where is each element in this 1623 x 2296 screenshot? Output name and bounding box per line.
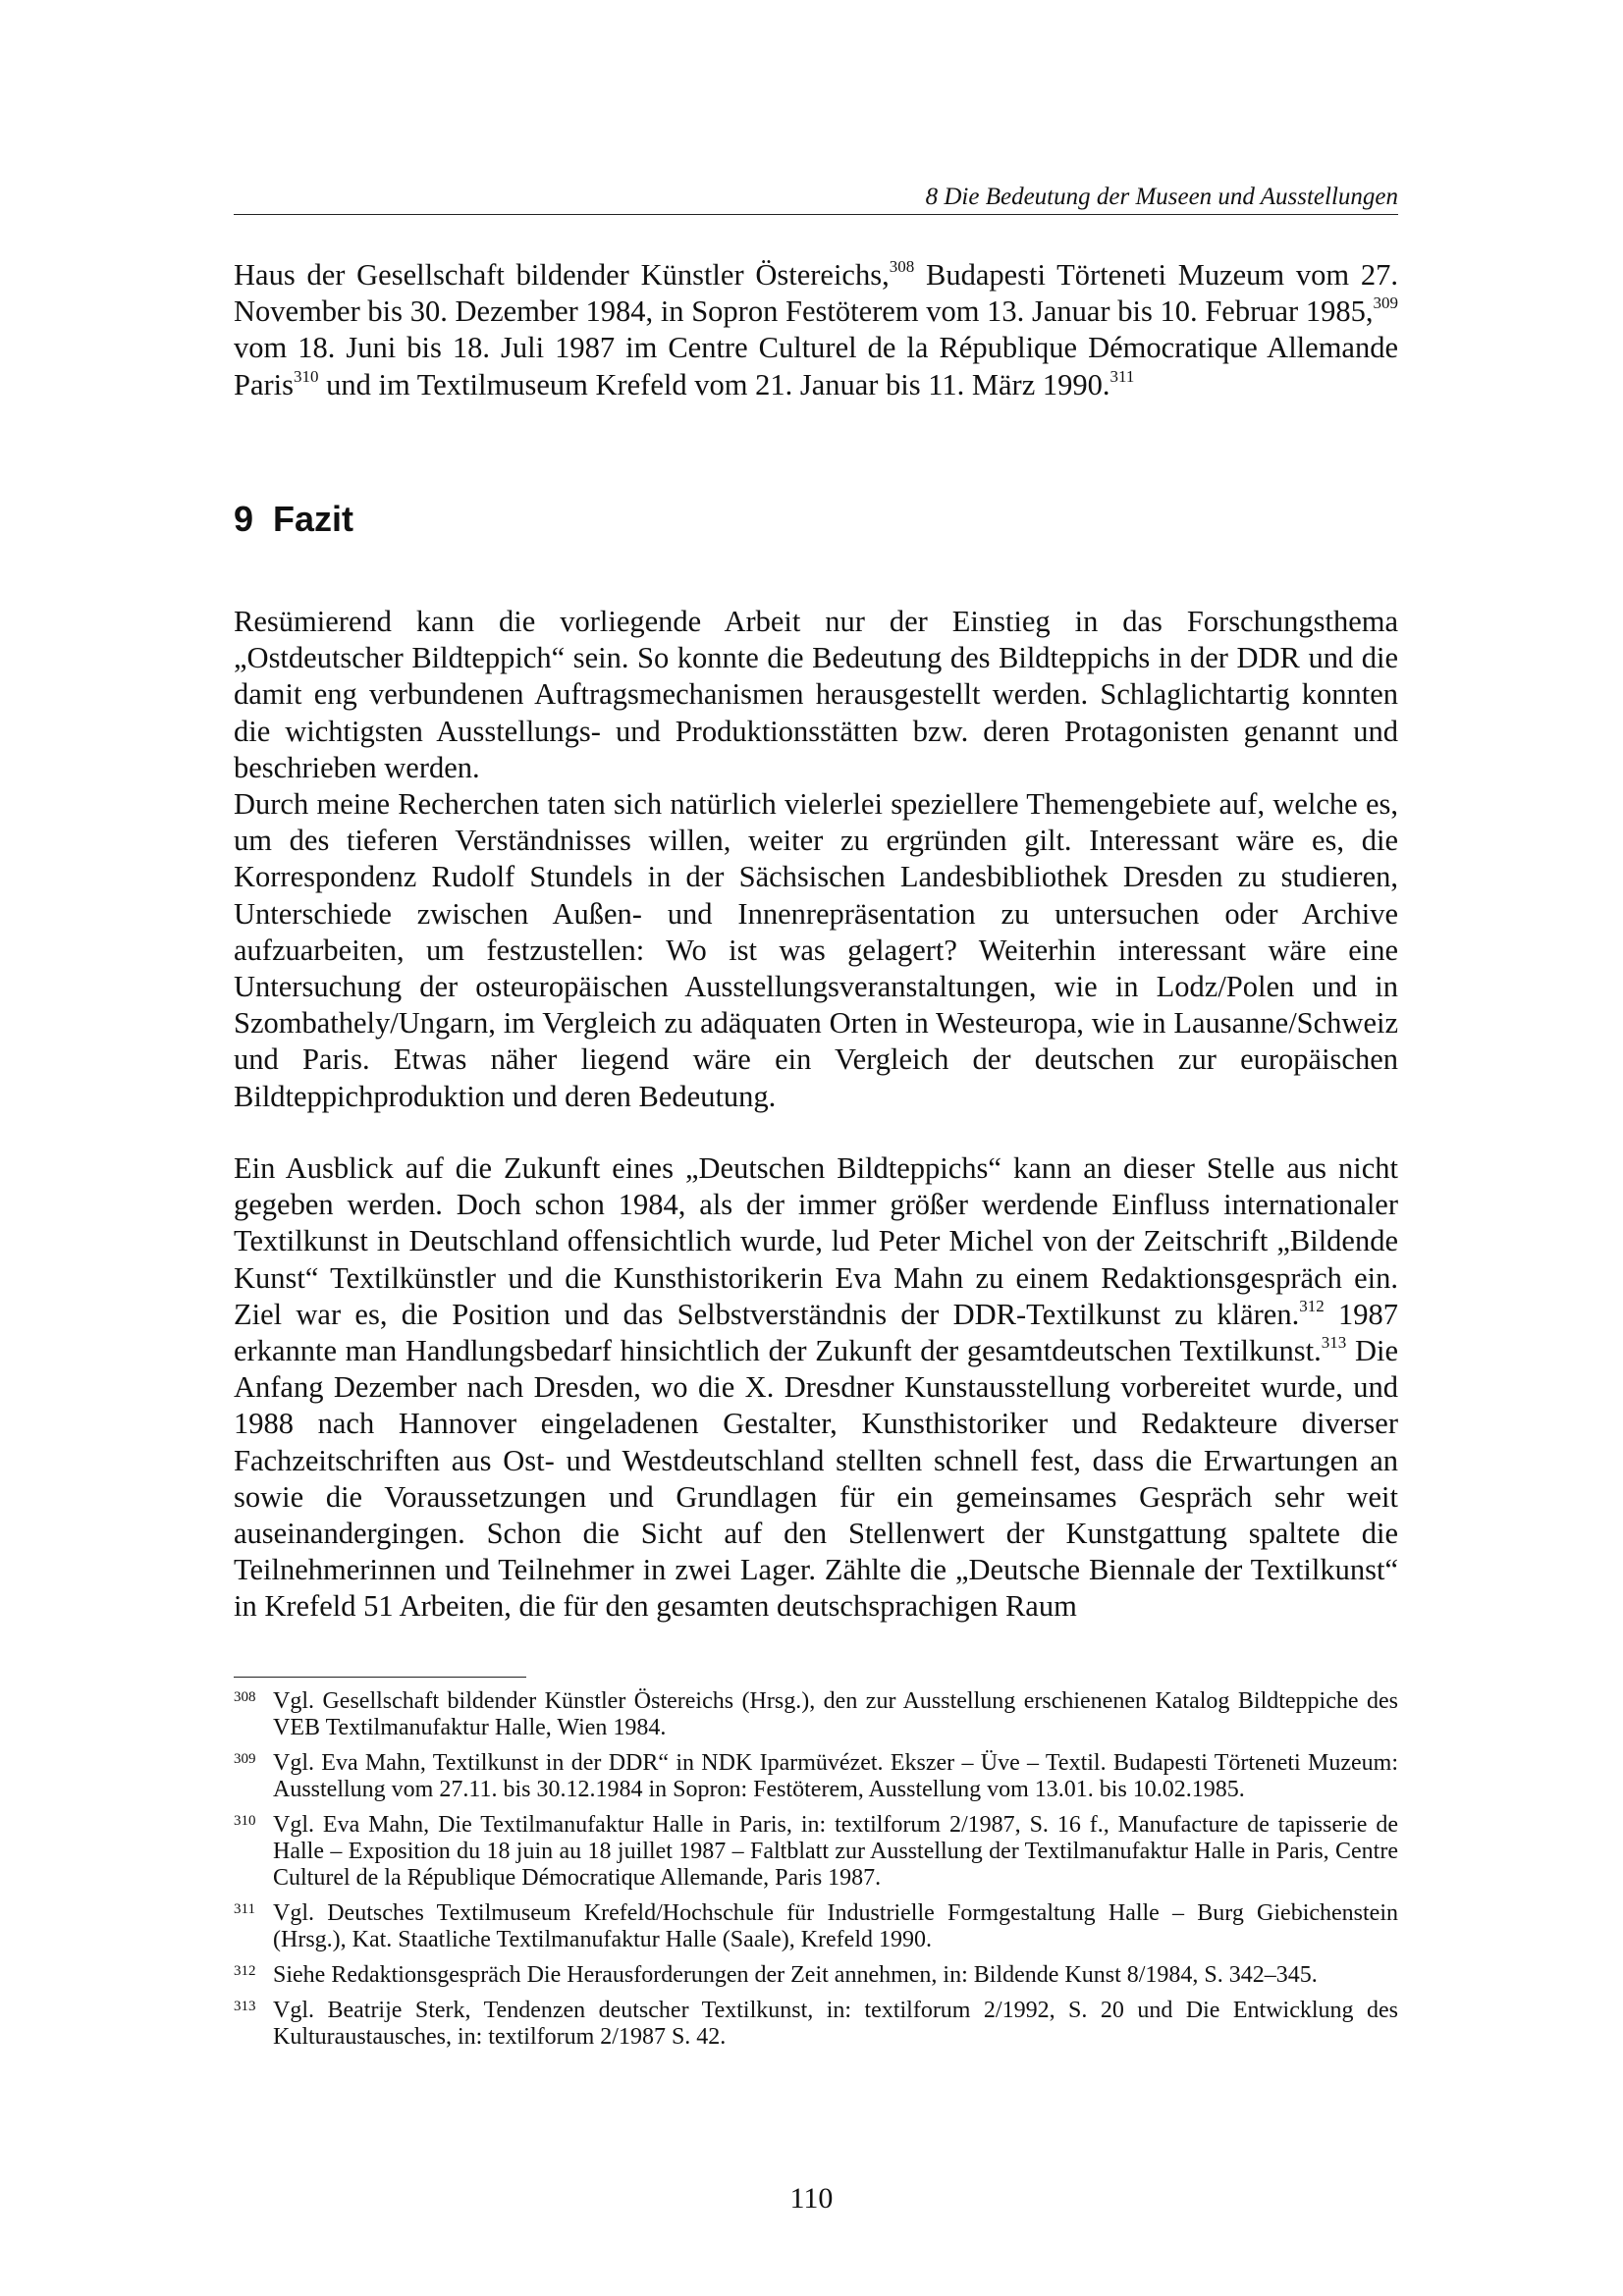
section-number: 9 [234,499,254,539]
footnotes [234,1688,1398,2059]
footnote [234,1998,1398,2051]
footnote-ref[interactable]: 308 [889,257,915,276]
footnote-ref[interactable]: 309 [1373,294,1398,313]
text-run: Ein Ausblick auf die Zukunft eines „Deutschen Bildteppichs“ kann an dieser Stelle aus nicht gegeben werden. Doch schon 1984, als der immer größer werdende Einfluss internationaler Textilkunst in Deutschland offensichtlich wurde, lud Peter Michel von der Zeitschrift „Bildende Kunst“ Textilkünstler und die Kunsthistorikerin Eva Mahn zu einem Redaktionsgespräch ein. Ziel war es, die Position und das Selbstverständnis der DDR-Textilkunst zu klären. [234,1151,1398,1331]
body-paragraph [234,786,1398,1115]
text-run: Haus der Gesellschaft bildender Künstler Östereichs, [234,258,890,292]
footnote-number: 310 [234,1813,256,1829]
footnote-number: 309 [234,1751,256,1767]
footnote [234,1900,1398,1953]
footnote-text: Siehe Redaktionsgespräch Die Herausforderungen der Zeit annehmen, in: Bildende Kunst 8/1984, S. 342–345. [273,1962,1318,1988]
footnote-ref[interactable]: 313 [1321,1333,1347,1353]
footnote-text: Vgl. Beatrije Sterk, Tendenzen deutscher Textilkunst, in: textilforum 2/1992, S. 20 und Die Entwicklung des Kulturaustausches, in: textilforum 2/1987 S. 42. [273,1998,1398,2050]
footnote-number: 308 [234,1689,256,1705]
body-paragraph [234,1150,1398,1626]
page-number: 110 [789,2182,834,2215]
footnote-text: Vgl. Eva Mahn, Die Textilmanufaktur Halle in Paris, in: textilforum 2/1987, S. 16 f., Manufacture de tapisserie de Halle – Exposition du 18 juin au 18 juillet 1987 – Faltblatt zur Ausstellung der Textilmanufaktur Halle in Paris, Centre Culturel de la République Démocratique Allemande, Paris 1987. [273,1812,1398,1891]
footnote [234,1962,1398,1989]
text-run: Die Anfang Dezember nach Dresden, wo die X. Dresdner Kunstausstellung vorbereitet wurde, und 1988 nach Hannover eingeladenen Gestalter, Kunsthistoriker und Redakteure diverser Fachzeitschriften aus Ost- und Westdeutschland stellten schnell fest, dass die Erwartungen an sowie die Voraussetzungen und Grundlagen für ein gemeinsames Gespräch sehr weit auseinandergingen. Schon die Sicht auf den Stellenwert der Kunstgattung spaltete die Teilnehmerinnen und Teilnehmer in zwei Lager. Zählte die „Deutsche Biennale der Textilkunst“ in Krefeld 51 Arbeiten, die für den gesamten deutschsprachigen Raum [234,1334,1398,1624]
footnote-text: Vgl. Deutsches Textilmuseum Krefeld/Hochschule für Industrielle Formgestaltung Halle – Burg Giebichenstein (Hrsg.), Kat. Staatliche Textilmanufaktur Halle (Saale), Krefeld 1990. [273,1900,1398,1952]
body-paragraph [234,604,1398,786]
footnote [234,1812,1398,1892]
footnote-number: 312 [234,1963,256,1979]
text-run: Durch meine Recherchen taten sich natürlich vielerlei speziellere Themengebiete auf, welche es, um des tieferen Verständnisses willen, weiter zu ergründen gilt. Interessant wäre es, die Korrespondenz Rudolf Stundels in der Sächsischen Landesbibliothek Dresden zu studieren, Unterschiede zwischen Außen- und Innenrepräsentation zu untersuchen oder Archive aufzuarbeiten, um festzustellen: Wo ist was gelagert? Weiterhin interessant wäre eine Untersuchung der osteuropäischen Ausstellungsveranstaltungen, wie in Lodz/Polen und in Szombathely/Ungarn, im Vergleich zu adäquaten Orten in Westeuropa, wie in Lausanne/Schweiz und Paris. Etwas näher liegend wäre ein Vergleich der deutschen zur europäischen Bildteppichproduktion und deren Bedeutung. [234,787,1398,1113]
footnote-text: Vgl. Eva Mahn, Textilkunst in der DDR“ in NDK Iparmüvézet. Ekszer – Üve – Textil. Budapesti Törteneti Muzeum: Ausstellung vom 27.11. bis 30.12.1984 in Sopron: Festöterem, Ausstellung vom 13.01. bis 10.02.1985. [273,1750,1398,1802]
footnote-text: Vgl. Gesellschaft bildender Künstler Östereichs (Hrsg.), den zur Ausstellung erschienenen Katalog Bildteppiche des VEB Textilmanufaktur Halle, Wien 1984. [273,1688,1398,1740]
header-rule [234,214,1398,215]
footnote [234,1688,1398,1741]
text-run: Resümierend kann die vorliegende Arbeit nur der Einstieg in das Forschungsthema „Ostdeutscher Bildteppich“ sein. So konnte die Bedeutung des Bildteppichs in der DDR und die damit eng verbundenen Auftragsmechanismen herausgestellt werden. Schlaglichtartig konnten die wichtigsten Ausstellungs- und Produktionsstätten bzw. deren Protagonisten genannt und beschrieben werden. [234,605,1398,784]
footnote-separator [234,1677,526,1678]
section-heading [234,498,353,541]
running-header: 8 Die Bedeutung der Museen und Ausstellungen [925,184,1398,210]
text-run: Budapesti Törteneti Muzeum vom 27. November bis 30. Dezember 1984, in Sopron Festöterem vom 13. Januar bis 10. Februar 1985, [234,258,1398,329]
intro-paragraph [234,257,1398,403]
text-run: und im Textilmuseum Krefeld vom 21. Januar bis 11. März 1990. [318,367,1110,401]
footnote [234,1750,1398,1803]
text-run: vom 18. Juni bis 18. Juli 1987 im Centre Culturel de la République Démocratique Allemande Paris [234,331,1398,401]
footnote-ref[interactable]: 312 [1299,1296,1325,1315]
footnote-number: 313 [234,1999,256,2014]
footnote-ref[interactable]: 310 [294,366,319,386]
footnote-number: 311 [234,1901,255,1917]
footnote-ref[interactable]: 311 [1109,366,1135,386]
text-run: 1987 erkannte man Handlungsbedarf hinsichtlich der Zukunft der gesamtdeutschen Textilkunst. [234,1297,1398,1368]
section-title: Fazit [273,499,354,539]
